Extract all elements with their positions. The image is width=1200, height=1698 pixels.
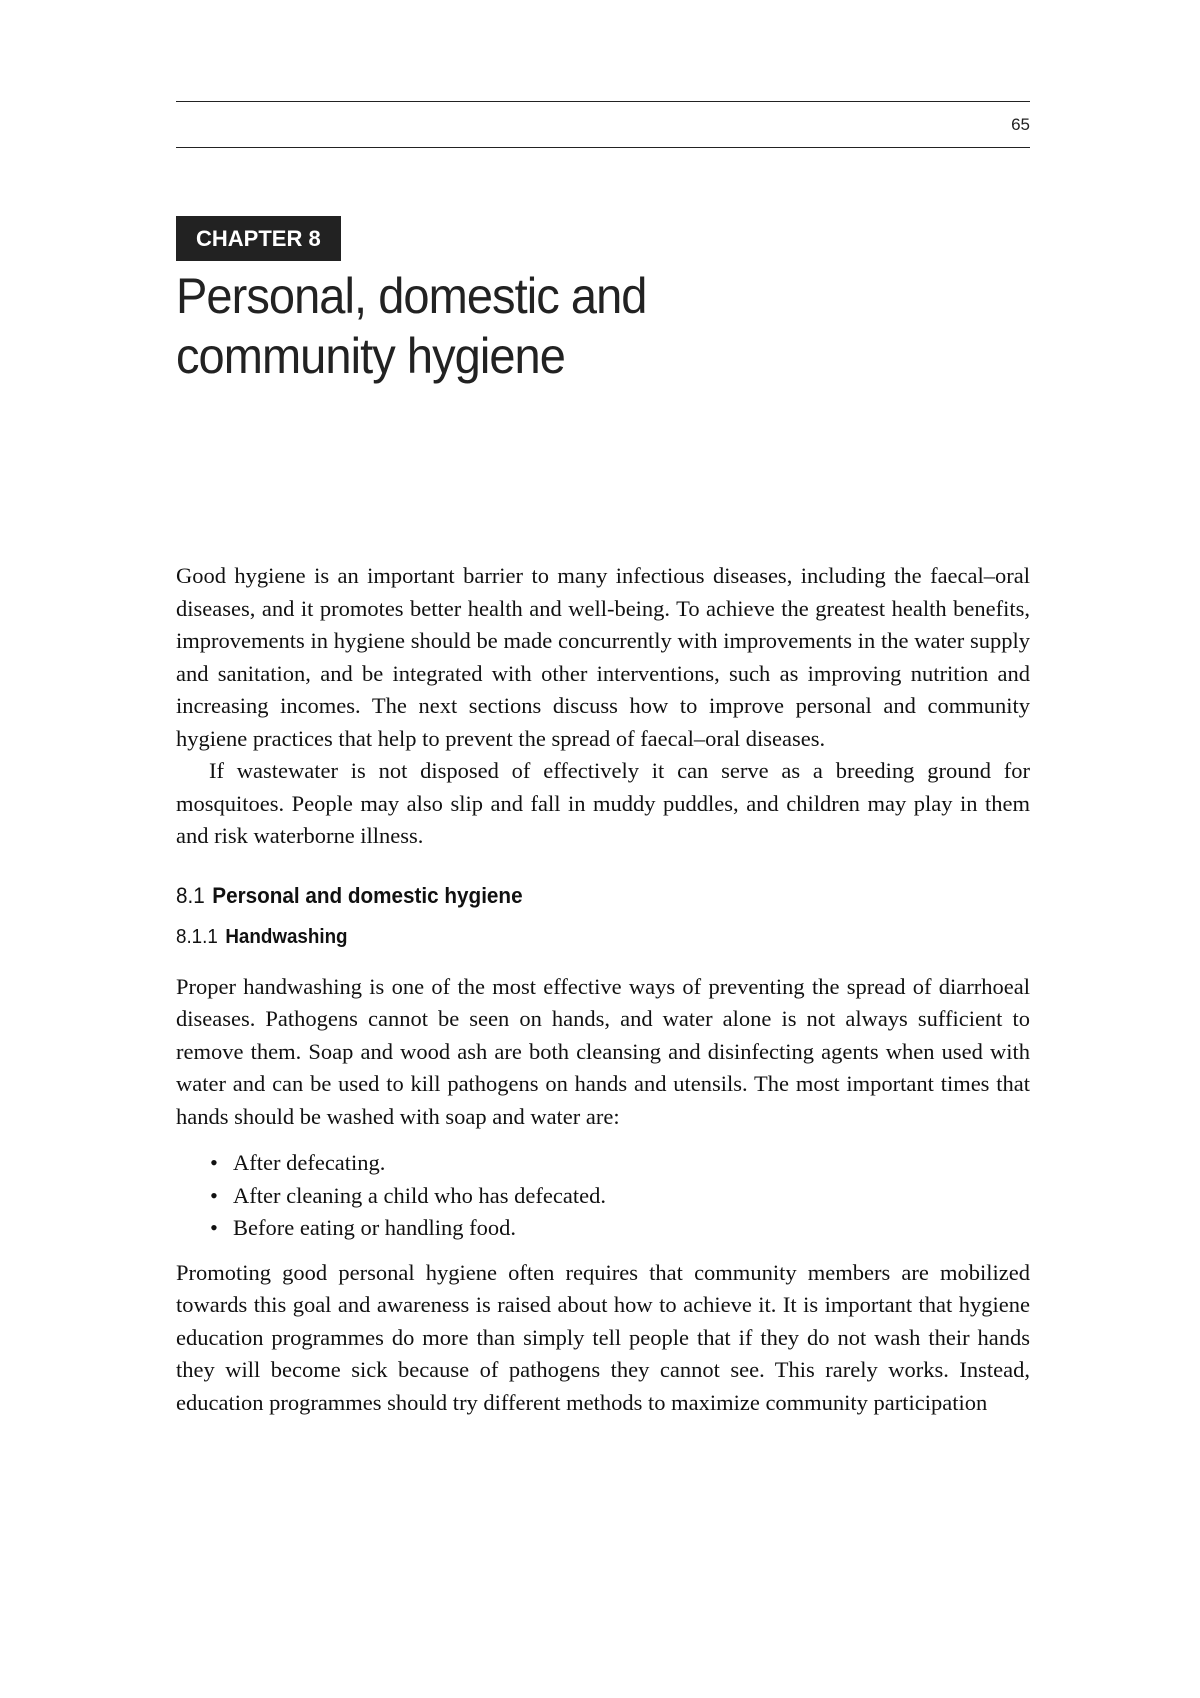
- list-item: [210, 1147, 1030, 1180]
- list-item-text: After cleaning a child who has defecated.: [233, 1182, 606, 1208]
- handwashing-times-list: [176, 1147, 1030, 1245]
- list-item: [210, 1180, 1030, 1213]
- bullet-icon: •: [210, 1182, 218, 1208]
- handwashing-paragraph-2: Promoting good personal hygiene often requires that community members are mobilized towards this goal and awareness is raised about how to achieve it. It is important that hygiene education programmes do more than simply tell people that if they do not wash their hands they will become sick because of pathogens they cannot see. This rarely works. Instead, education programmes should try different methods to maximize community participation: [176, 1259, 1030, 1415]
- list-item-text: After defecating.: [233, 1150, 386, 1175]
- chapter-label: CHAPTER 8: [176, 216, 341, 261]
- header-bottom-rule: [176, 147, 1030, 148]
- bullet-icon: •: [210, 1150, 218, 1175]
- subsection-heading-8-1-1: [176, 923, 979, 951]
- chapter-body: [176, 560, 1030, 1419]
- list-item-text: Before eating or handling food.: [233, 1215, 517, 1240]
- chapter-title-line-2: community hygiene: [176, 328, 565, 384]
- section-heading-8-1: [176, 881, 979, 911]
- subsection-title: Handwashing: [225, 925, 348, 948]
- list-item: [210, 1212, 1030, 1245]
- book-page: [176, 101, 1030, 1419]
- intro-paragraph-1: Good hygiene is an important barrier to many infectious diseases, including the faecal–oral diseases, and it promotes better health and well-being. To achieve the greatest health benefits, improvements in hygiene should be made concurrently with improvements in the water supply and sanitation, and be integrated with other interventions, such as improving nutrition and increasing incomes. The next sections discuss how to improve personal and community hygiene practices that help to prevent the spread of faecal–oral diseases.: [176, 563, 1030, 751]
- handwashing-paragraph-1: Proper handwashing is one of the most effective ways of preventing the spread of diarrhoeal diseases. Pathogens cannot be seen on hands, and water alone is not always sufficient to remove them. Soap and wood ash are both cleansing and disinfecting agents when used with water and can be used to kill pathogens on hands and utensils. The most important times that hands should be washed with soap and water are:: [176, 973, 1030, 1129]
- chapter-title-line-1: Personal, domestic and: [176, 268, 647, 324]
- intro-paragraph-2: If wastewater is not disposed of effectively it can serve as a breeding ground for mosquitoes. People may also slip and fall in muddy puddles, and children may play in them and risk waterborne illness.: [176, 758, 1030, 848]
- chapter-title: [176, 266, 979, 386]
- page-number: 65: [1011, 115, 1030, 134]
- bullet-icon: •: [210, 1215, 218, 1240]
- header-top-rule: [176, 101, 1030, 102]
- section-title: Personal and domestic hygiene: [212, 882, 523, 908]
- section-number: 8.1: [176, 882, 205, 908]
- subsection-number: 8.1.1: [176, 925, 218, 948]
